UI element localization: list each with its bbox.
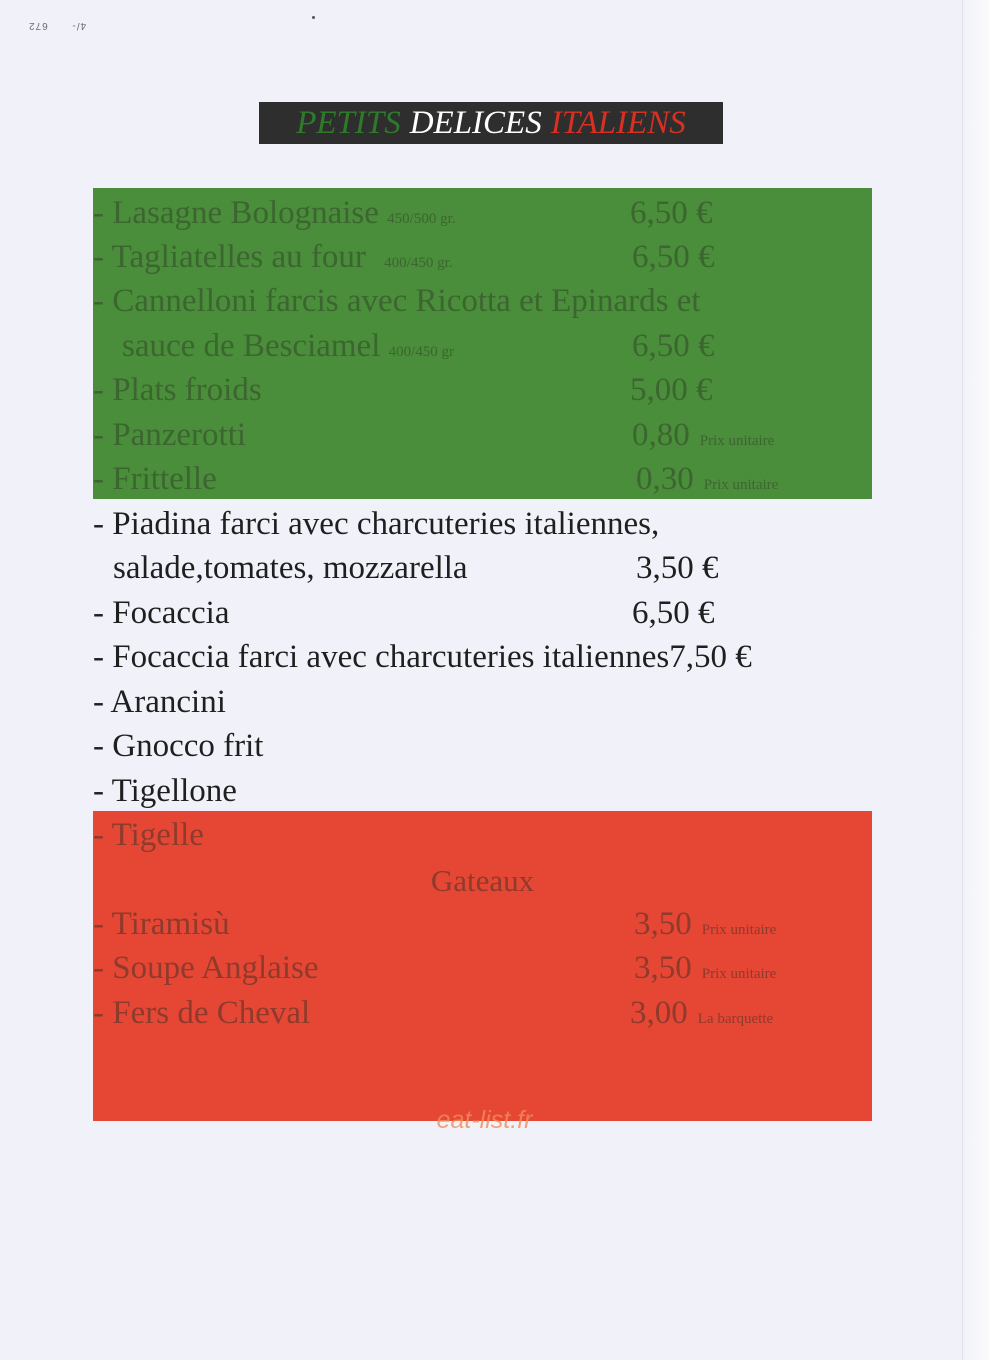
title-word-green: PETITS <box>296 104 401 141</box>
menu-item <box>93 285 701 318</box>
item-price: 6,50 € <box>632 595 715 631</box>
menu-item: - Soupe Anglaise <box>93 950 319 986</box>
item-price: 6,50 € <box>632 328 715 364</box>
menu-item: - Fers de Cheval <box>93 995 311 1031</box>
menu-item: - Arancini <box>93 684 226 720</box>
menu-item: - Piadina farci avec charcuteries italiennes, <box>93 506 660 542</box>
menu-item <box>93 419 246 452</box>
menu-item <box>93 463 217 496</box>
menu-item: - Tiramisù <box>93 906 230 942</box>
item-price: 6,50 € <box>632 239 715 275</box>
item-name: - Cannelloni farcis avec Ricotta et Epinards et <box>93 283 701 319</box>
menu-item: salade,tomates, mozzarella <box>113 550 468 586</box>
item-name: - Tagliatelles au four <box>93 239 366 275</box>
menu-item: - Focaccia <box>93 595 230 631</box>
menu-item <box>93 197 456 230</box>
page-edge <box>962 0 989 1360</box>
item-price <box>632 419 774 452</box>
item-weight: 450/500 gr. <box>387 211 456 227</box>
item-price <box>636 463 778 496</box>
item-weight: 400/450 gr <box>388 344 455 360</box>
scan-dot <box>312 16 315 19</box>
title-word-red: ITALIENS <box>550 104 686 141</box>
item-note: Prix unitaire <box>699 433 775 449</box>
item-name: - Lasagne Bolognaise <box>93 195 379 231</box>
item-note: Prix unitaire <box>701 966 777 982</box>
menu-item: - Gnocco frit <box>93 728 264 764</box>
item-price: 5,00 € <box>630 372 713 408</box>
item-price-value: 3,00 <box>630 995 688 1031</box>
item-price: 6,50 € <box>630 195 713 231</box>
watermark: eat-list.fr <box>436 1106 533 1134</box>
item-weight: 400/450 gr. <box>384 255 453 271</box>
title-word-white: DELICES <box>409 104 542 141</box>
page-title <box>259 102 723 144</box>
menu-item <box>93 374 262 407</box>
section-heading: Gateaux <box>430 863 535 898</box>
menu-item: - Tigelle <box>93 817 204 853</box>
menu-item <box>122 330 454 363</box>
item-price <box>634 908 776 941</box>
item-note: La barquette <box>697 1011 774 1027</box>
scan-mark-left: 4/- <box>71 20 87 31</box>
item-price-value: 3,50 <box>634 906 692 942</box>
menu-item: - Focaccia farci avec charcuteries italiennes7,50 € <box>93 639 752 675</box>
menu-item: - Tigellone <box>93 773 237 809</box>
item-price: 3,50 € <box>636 550 719 586</box>
item-name: - Plats froids <box>93 372 262 408</box>
item-price <box>634 952 776 985</box>
scan-mark-number: 672 <box>28 20 48 31</box>
item-name: - Frittelle <box>93 461 217 497</box>
item-name: - Panzerotti <box>93 417 247 453</box>
item-price-value: 3,50 <box>634 950 692 986</box>
item-note: Prix unitaire <box>701 922 777 938</box>
menu-item <box>93 241 453 274</box>
item-price-value: 0,80 <box>632 417 690 453</box>
item-note: Prix unitaire <box>703 477 779 493</box>
item-price-value: 0,30 <box>636 461 694 497</box>
item-price <box>630 997 773 1030</box>
scan-mark <box>28 20 86 31</box>
item-name: sauce de Besciamel <box>122 328 381 364</box>
